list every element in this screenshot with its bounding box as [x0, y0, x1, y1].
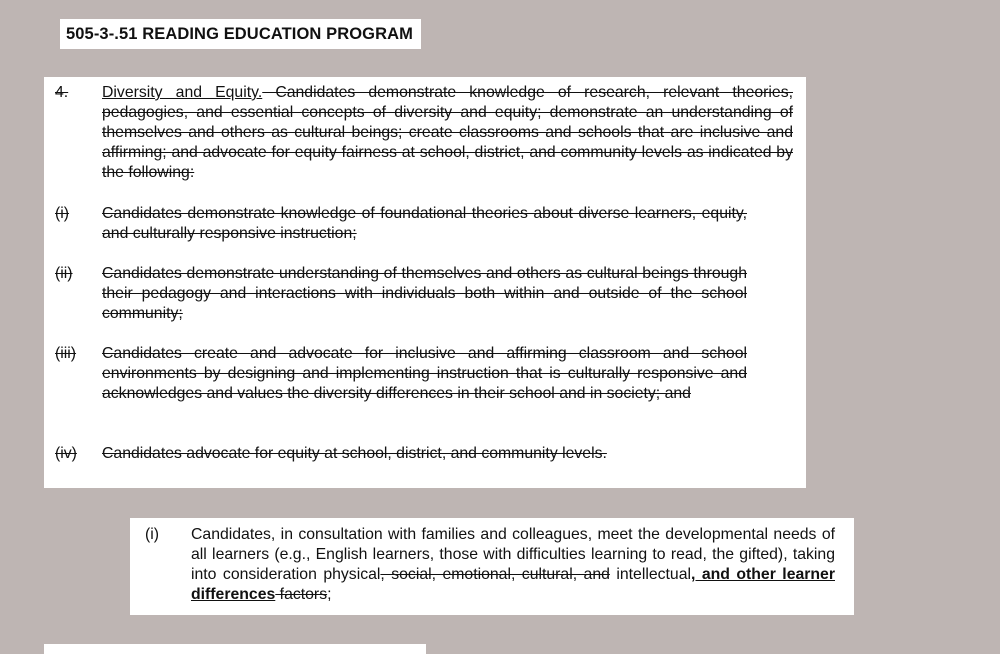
item-label: (iv) [55, 445, 77, 462]
item-label: (i) [55, 205, 70, 222]
page-title-text: 505-3-.51 READING EDUCATION PROGRAM [66, 24, 413, 43]
list-item: Candidates advocate for equity at school, district, and community levels. [102, 445, 607, 462]
list-item: Candidates demonstrate knowledge of foundational theories about diverse learners, equity, and culturally responsive instruction; [102, 205, 747, 242]
list-item: Candidates create and advocate for inclusive and affirming classroom and school environments by designing and implementing instruction that is culturally responsive and acknowledges and values the diversity differences in their school and in society; and [102, 345, 747, 402]
revision-text-plain: Candidates, in consultation with families and colleagues, meet the developmental needs of all learners (e.g., English learners, those with difficulties learning to read, the gifted), taking into consideration physical [191, 526, 835, 583]
struck-section-panel [44, 77, 806, 488]
section-number: 4. [55, 84, 69, 101]
next-panel-edge [44, 644, 426, 654]
revision-text [191, 525, 835, 605]
revision-text-end: ; [327, 586, 332, 603]
section-intro [102, 83, 793, 183]
revision-text-struck: , social, emotional, cultural, and [380, 566, 610, 583]
revision-text-struck2: factors [275, 586, 328, 603]
item-label: (iii) [55, 345, 77, 362]
section-intro-text: Candidates demonstrate knowledge of research, relevant theories, pedagogies, and essential concepts of diversity and equity; demonstrate an understanding of themselves and others as cultural beings; create classrooms and schools that are inclusive and affirming; and advocate for equity fairness at school, district, and community levels as indicated by the following: [102, 84, 793, 181]
revision-text-plain2: intellectual [609, 566, 691, 583]
revision-text-inserted: , and other learner differences [191, 566, 835, 603]
page-title [60, 19, 421, 49]
revision-panel [130, 518, 854, 615]
section-heading: Diversity and Equity. [102, 84, 263, 101]
item-label: (ii) [55, 265, 73, 282]
list-item: Candidates demonstrate understanding of themselves and others as cultural beings through their pedagogy and interactions with individuals both within and outside of the school community; [102, 265, 747, 322]
revision-label: (i) [145, 526, 160, 543]
